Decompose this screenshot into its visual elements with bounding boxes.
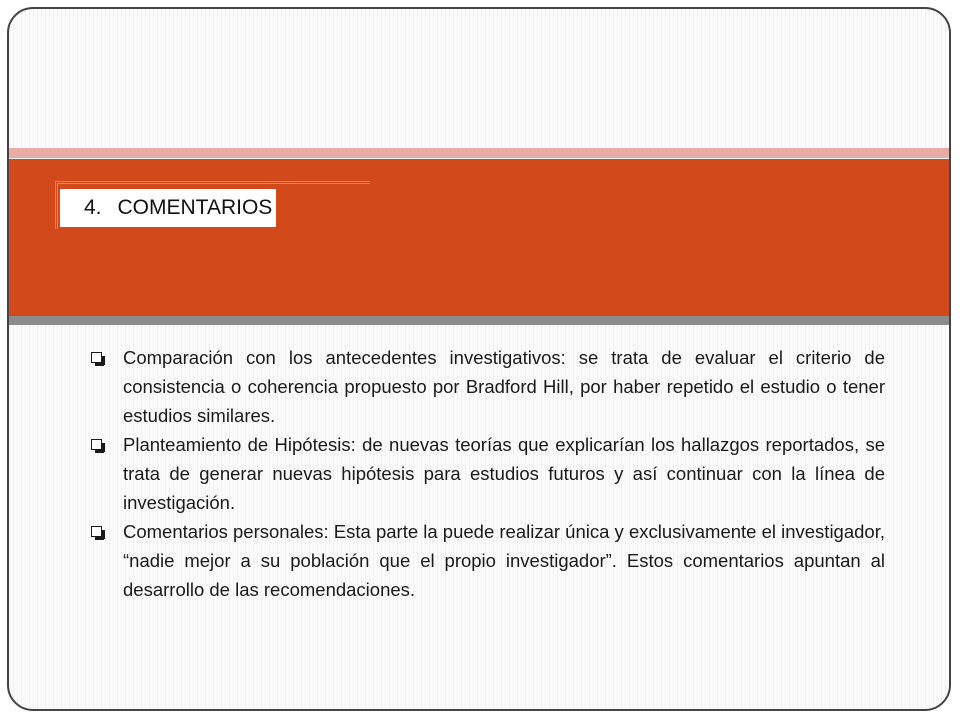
list-item bbox=[89, 343, 885, 430]
section-title bbox=[60, 189, 276, 227]
checkbox-square-bullet-icon bbox=[89, 430, 123, 459]
list-item-text: Comentarios personales: Esta parte la puede realizar única y exclusivamente el investigador, “nadie mejor a su población que el propio investigador”. Estos comentarios apuntan al desarrollo de las recomendaciones. bbox=[123, 521, 885, 600]
header-band-bottom-stripe bbox=[9, 316, 949, 325]
section-title-text: COMENTARIOS bbox=[117, 196, 273, 219]
list-item bbox=[89, 517, 885, 604]
header-band-top-stripe bbox=[9, 148, 949, 158]
list-item bbox=[89, 430, 885, 517]
section-number: 4. bbox=[84, 196, 102, 219]
list-item-text: Planteamiento de Hipótesis: de nuevas teorías que explicarían los hallazgos reportados, se trata de generar nuevas hipótesis para estudios futuros y así continuar con la línea de investigación. bbox=[123, 434, 885, 513]
checkbox-square-bullet-icon bbox=[89, 343, 123, 372]
slide bbox=[7, 7, 951, 711]
checkbox-square-bullet-icon bbox=[89, 517, 123, 546]
comment-list bbox=[89, 343, 885, 604]
list-item-text: Comparación con los antecedentes investigativos: se trata de evaluar el criterio de consistencia o coherencia propuesto por Bradford Hill, por haber repetido el estudio o tener estudios similares. bbox=[123, 347, 885, 426]
